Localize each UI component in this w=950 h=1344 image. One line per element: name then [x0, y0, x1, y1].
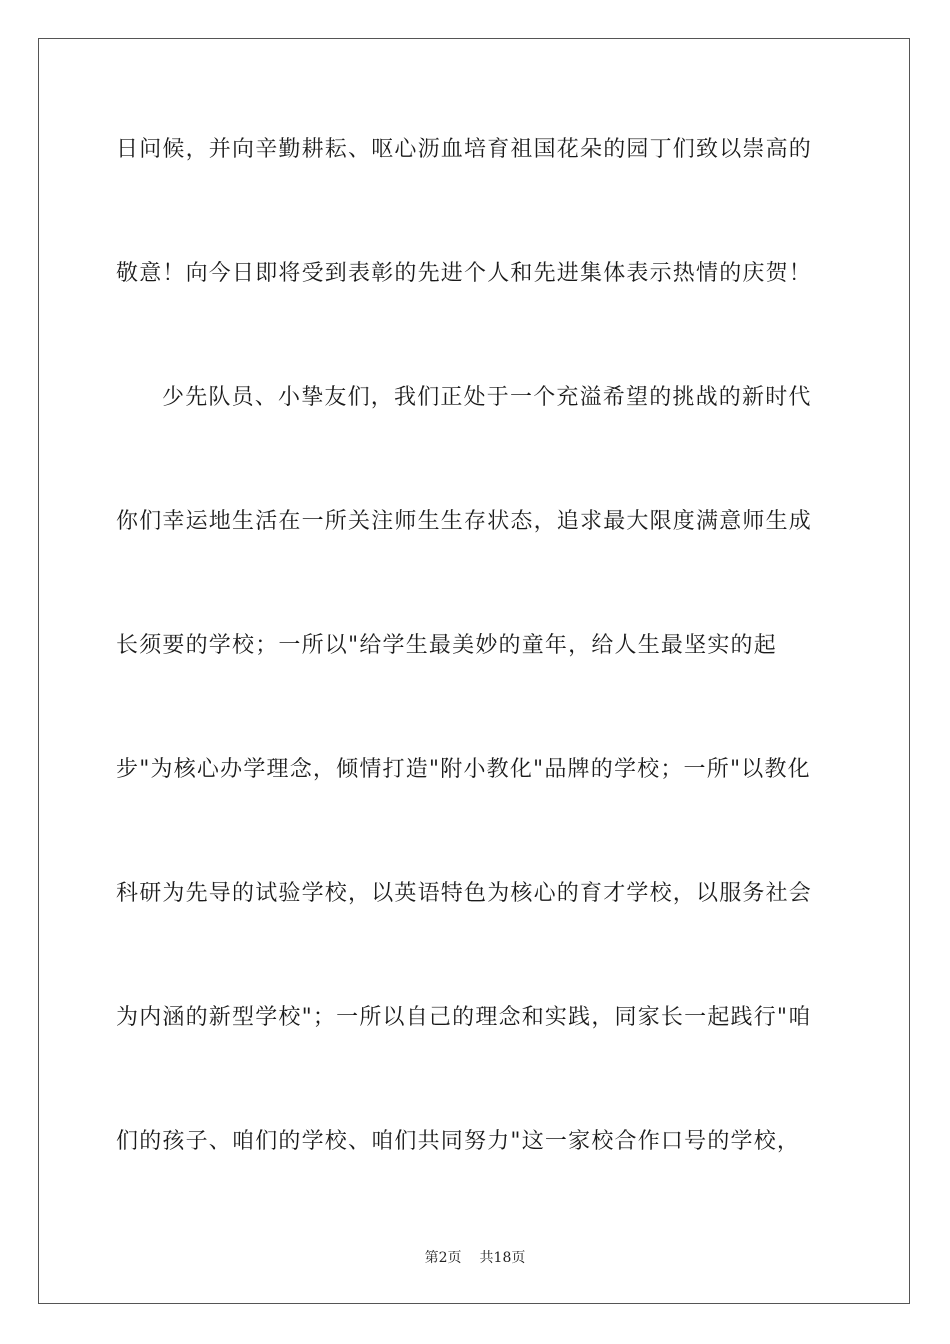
body-line: 科研为先导的试验学校，以英语特色为核心的育才学校，以服务社会: [116, 881, 813, 906]
body-line: 敬意！向今日即将受到表彰的先进个人和先进集体表示热情的庆贺！: [116, 261, 813, 286]
body-line: 们的孩子、咱们的学校、咱们共同努力"这一家校合作口号的学校，: [116, 1129, 801, 1154]
page-total: 共18页: [479, 1250, 526, 1266]
body-line: 你们幸运地生活在一所关注师生生存状态，追求最大限度满意师生成: [116, 509, 813, 534]
document-body: [116, 118, 836, 1234]
page-footer: [0, 1247, 950, 1267]
page-number: 第2页: [424, 1250, 462, 1266]
body-line: 日问候，并向辛勤耕耘、呕心沥血培育祖国花朵的园丁们致以崇高的: [116, 137, 813, 162]
body-line: 长须要的学校；一所以"给学生最美妙的童年，给人生最坚实的起: [116, 633, 777, 658]
body-line: 为内涵的新型学校"；一所以自己的理念和实践，同家长一起践行"咱: [116, 1005, 812, 1030]
body-line: 步"为核心办学理念，倾情打造"附小教化"品牌的学校；一所"以教化: [116, 757, 811, 782]
body-line: 少先队员、小挚友们，我们正处于一个充溢希望的挑战的新时代: [162, 385, 812, 410]
